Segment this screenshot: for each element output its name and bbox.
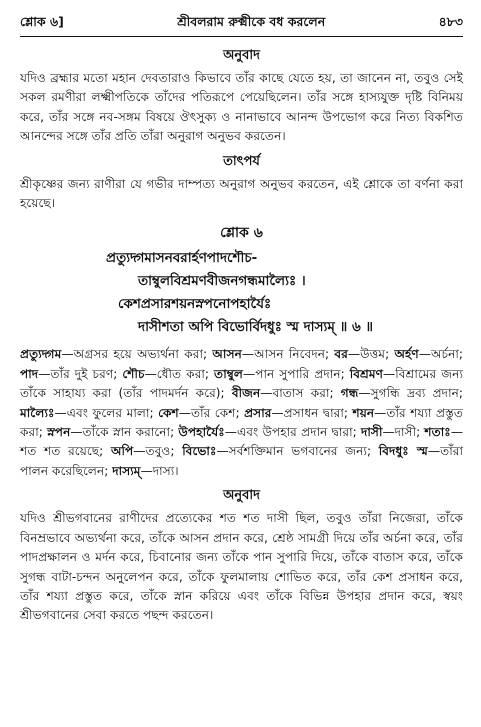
page-content [20, 46, 463, 626]
chapter-heading: শ্রীবলরাম রুক্মীকে বধ করলেন [177, 14, 326, 29]
synonym-term: বিদধুঃ স্ম [378, 444, 428, 459]
synonym-meaning: —তাঁকে স্নান করানো; [70, 425, 179, 440]
synonym-term: প্রসার [244, 405, 272, 420]
purport-heading: তাৎপর্য [223, 153, 260, 169]
running-header [20, 12, 463, 37]
synonym-meaning: —এবং ফুলের মালা; [54, 405, 159, 420]
synonym-term: তাম্বুল [214, 366, 243, 381]
synonym-term: পাদ [20, 366, 39, 381]
sanskrit-verse [20, 247, 463, 339]
synonym-meaning: —তাঁর দুই চরণ; [38, 366, 123, 381]
translation-text: যদিও ব্রহ্মার মতো মহান দেবতারাও কিভাবে তাঁর কাছে যেতে হয়, তা জানেন না, তবুও সেই সকল রমণীরা লক্ষ্মীপতিকে তাঁদের পতিরূপে পেয়েছিলেন। তাঁর সঙ্গে হাস্যযুক্ত দৃষ্টি বিনিময় করে, তাঁর সঙ্গে নব-সঙ্গম বিষয়ে ঔৎসুক্য ও নানাভাবে আনন্দ উপভোগ করে নিত্য বিকশিত আনন্দের সঙ্গে তাঁর প্রতি তাঁরা অনুরাগ অনুভব করতেন। [20, 71, 463, 144]
synonym-term: গন্ধ [340, 386, 359, 401]
synonym-meaning: —দাস্য। [140, 463, 179, 478]
synonym-meaning: —বিশ্রামের জন্য তাঁকে সাহায্য করা (তাঁর পাদমর্দন করে); [20, 366, 463, 401]
translation-heading: অনুবাদ [223, 488, 260, 504]
verse-line-3: কেশপ্রসারশয়নস্নপনোপহার্যৈঃ [118, 296, 272, 313]
synonym-term: অপি [110, 444, 134, 459]
synonym-term: আসন [212, 347, 242, 362]
synonym-meaning: —তবুও; [133, 444, 183, 459]
synonym-meaning: —সর্বশক্তিমান ভগবানের জন্য; [216, 444, 379, 459]
synonym-meaning: —অগ্রসর হয়ে অভ্যর্থনা করা; [61, 347, 213, 362]
synonym-term: দাস্যম্ [112, 463, 141, 478]
synonym-meaning: —তাঁর শয্যা প্রস্তুত করা; [20, 405, 463, 440]
synonym-term: স্নপন [47, 425, 71, 440]
synonym-term: উপহার্যৈঃ [178, 425, 225, 440]
synonym-term: প্রত্যুদ্গম [20, 347, 62, 362]
synonym-term: শয়ন [352, 405, 375, 420]
synonym-meaning: —পান সুপারি প্রদান; [243, 366, 350, 381]
verse-line-2: তাম্বুলবিশ্রমণবীজনগন্ধমাল্যৈঃ । [138, 273, 306, 290]
synonym-term: দাসী [360, 425, 383, 440]
synonym-term: অর্হণ [394, 347, 419, 362]
synonym-meaning: —দাসী; [382, 425, 425, 440]
synonym-meaning: —সুগন্ধি দ্রব্য প্রদান; [358, 386, 463, 401]
synonym-meaning: —আসন নিবেদন; [241, 347, 335, 362]
purport-text: শ্রীকৃষ্ণের জন্য রাণীরা যে গভীর দাম্পত্য অনুরাগ অনুভব করতেন, এই শ্লোকে তা বর্ণনা করা হয়েছে। [20, 176, 463, 211]
verse-reference: শ্লোক ৬] [20, 14, 64, 29]
synonym-meaning: —উত্তম; [347, 347, 395, 362]
synonym-meaning: —এবং উপহার প্রদান দ্বারা; [224, 425, 361, 440]
synonym-meaning: —তাঁর কেশ; [178, 405, 245, 420]
verse-line-4: দাসীশতা অপি বিভোর্বিদধুঃ স্ম দাস্যম্ ॥ ৬ ॥ [138, 319, 374, 336]
synonym-term: মাল্যৈঃ [20, 405, 55, 420]
synonym-meaning: —শত শত রয়েছে; [20, 425, 463, 459]
verse-heading: শ্লোক ৬ [220, 225, 263, 242]
verse-line-1: প্রত্যুদ্গমাসনবরার্হণপাদশৌচ- [106, 250, 258, 267]
synonym-meaning: —অর্চনা; [418, 347, 464, 362]
synonym-term: বীজন [231, 386, 261, 401]
synonym-term: শৌচ [122, 366, 145, 381]
synonym-term: শতাঃ [424, 425, 451, 440]
synonym-meaning: —তাঁরা পালন করেছিলেন; [20, 444, 463, 478]
synonym-term: বর [334, 347, 348, 362]
synonym-term: বিভোঃ [182, 444, 217, 459]
synonym-meaning: —প্রসাধন দ্বারা; [271, 405, 353, 420]
synonym-term: বিশ্রমণ [349, 366, 384, 381]
translation-text: যদিও শ্রীভগবানের রাণীদের প্রত্যেকের শত শত দাসী ছিল, তবুও তাঁরা নিজেরা, তাঁকে বিনম্রভাবে অভ্যর্থনা করে, তাঁকে আসন প্রদান করে, শ্রেষ্ঠ সামগ্রী দিয়ে তাঁর অর্চনা করে, তাঁর পাদপ্রক্ষালন ও মর্দন করে, চিবানোর জন্য তাঁকে পান সুপারি দিয়ে, তাঁকে বাতাস করে, তাঁকে সুগন্ধ বাটা-চন্দন অনুলেপন করে, তাঁকে ফুলমালায় শোভিত করে, তাঁর কেশ প্রসাধন করে, তাঁর শয্যা প্রস্তুত করে, তাঁকে স্নান করিয়ে এবং তাঁকে বিভিন্ন উপহার প্রদান করে, স্বয়ং শ্রীভগবানের সেবা করতে পছন্দ করতেন। [20, 511, 463, 623]
word-for-word-synonyms [20, 345, 463, 481]
translation-heading: অনুবাদ [223, 48, 260, 63]
synonym-meaning: —বাতাস করা; [260, 386, 341, 401]
synonym-meaning: —ধৌত করা; [144, 366, 215, 381]
synonym-term: কেশ [158, 405, 179, 420]
page-number: ৪৮৩ [438, 14, 463, 29]
